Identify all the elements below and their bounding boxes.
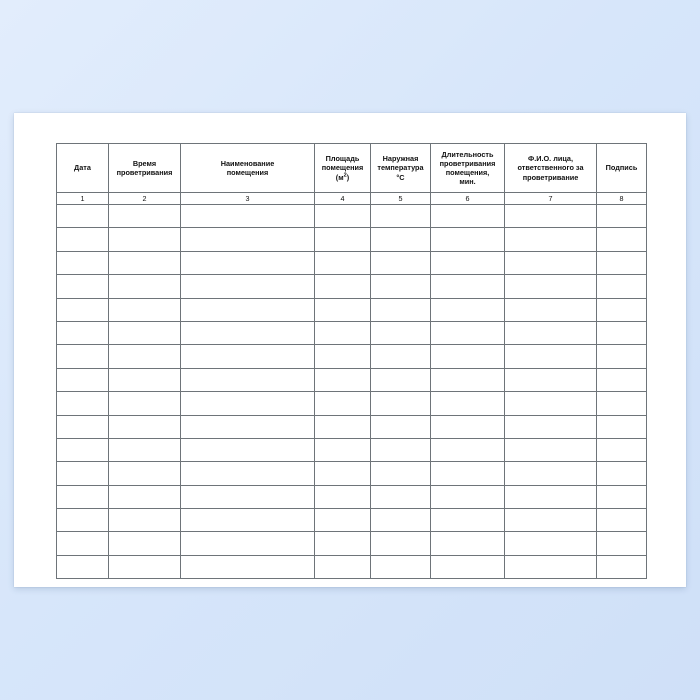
table-cell-empty[interactable] [315,485,371,508]
column-header-responsible-person [505,144,597,193]
table-cell-empty[interactable] [181,205,315,228]
table-cell-empty[interactable] [109,415,181,438]
column-number: 1 [57,193,109,205]
table-cell-empty[interactable] [109,275,181,298]
table-body [57,193,647,579]
table-cell-empty[interactable] [181,392,315,415]
table-cell-empty[interactable] [315,345,371,368]
header-line: помещения, [445,168,490,177]
table-cell-empty[interactable] [371,228,431,251]
table-cell-empty[interactable] [109,532,181,555]
journal-table-wrapper [56,143,646,579]
header-line: помещения [226,168,269,177]
table-cell-empty[interactable] [57,368,109,391]
table-cell-empty[interactable] [109,205,181,228]
table-cell-empty[interactable] [57,462,109,485]
table-cell-empty[interactable] [371,368,431,391]
table-cell-empty[interactable] [431,368,505,391]
column-numbering-row [57,193,647,205]
column-header-outdoor-temperature [371,144,431,193]
table-cell-empty[interactable] [315,251,371,274]
table-row[interactable] [57,368,647,391]
table-cell-empty[interactable] [597,251,647,274]
header-line: Площадь [325,154,360,164]
table-cell-empty[interactable] [109,555,181,578]
table-cell-empty[interactable] [597,321,647,344]
table-row[interactable] [57,532,647,555]
table-cell-empty[interactable] [505,298,597,321]
table-cell-empty[interactable] [597,298,647,321]
table-cell-empty[interactable] [597,485,647,508]
table-cell-empty[interactable] [315,298,371,321]
header-line: Время [132,158,157,168]
table-cell-empty[interactable] [597,462,647,485]
table-cell-empty[interactable] [57,415,109,438]
table-cell-empty[interactable] [315,462,371,485]
table-cell-empty[interactable] [371,532,431,555]
table-cell-empty[interactable] [181,438,315,461]
table-cell-empty[interactable] [431,462,505,485]
header-line: температура [377,163,424,173]
table-cell-empty[interactable] [315,415,371,438]
table-cell-empty[interactable] [109,228,181,251]
table-cell-empty[interactable] [181,509,315,532]
table-cell-empty[interactable] [57,205,109,228]
table-cell-empty[interactable] [109,251,181,274]
table-cell-empty[interactable] [57,438,109,461]
table-cell-empty[interactable] [181,345,315,368]
table-cell-empty[interactable] [371,205,431,228]
table-cell-empty[interactable] [505,415,597,438]
table-row[interactable] [57,251,647,274]
table-cell-empty[interactable] [505,251,597,274]
table-cell-empty[interactable] [431,345,505,368]
header-line: Наименование [220,158,275,168]
column-number: 3 [181,193,315,205]
table-cell-empty[interactable] [57,509,109,532]
column-header-room-area [315,144,371,193]
table-cell-empty[interactable] [597,205,647,228]
table-cell-empty[interactable] [109,392,181,415]
table-row[interactable] [57,438,647,461]
column-number: 5 [371,193,431,205]
table-cell-empty[interactable] [315,321,371,344]
table-cell-empty[interactable] [315,228,371,251]
table-cell-empty[interactable] [315,555,371,578]
table-cell-empty[interactable] [181,532,315,555]
table-cell-empty[interactable] [431,532,505,555]
table-cell-empty[interactable] [181,415,315,438]
table-row[interactable] [57,275,647,298]
table-row[interactable] [57,345,647,368]
table-cell-empty[interactable] [315,509,371,532]
table-cell-empty[interactable] [57,228,109,251]
table-cell-empty[interactable] [505,392,597,415]
table-cell-empty[interactable] [431,485,505,508]
table-cell-empty[interactable] [371,321,431,344]
table-row[interactable] [57,392,647,415]
table-cell-empty[interactable] [371,555,431,578]
table-cell-empty[interactable] [597,345,647,368]
table-cell-empty[interactable] [371,415,431,438]
table-cell-empty[interactable] [505,228,597,251]
header-line: мин. [459,177,476,187]
table-cell-empty[interactable] [597,275,647,298]
table-cell-empty[interactable] [315,438,371,461]
table-cell-empty[interactable] [431,392,505,415]
table-cell-empty[interactable] [371,251,431,274]
table-cell-empty[interactable] [57,321,109,344]
table-cell-empty[interactable] [505,462,597,485]
table-row[interactable] [57,298,647,321]
column-header-time [109,144,181,193]
table-cell-empty[interactable] [597,368,647,391]
column-number: 6 [431,193,505,205]
table-cell-empty[interactable] [505,438,597,461]
header-line: Подпись [605,163,638,173]
table-row[interactable] [57,509,647,532]
table-cell-empty[interactable] [57,345,109,368]
table-cell-empty[interactable] [315,392,371,415]
table-cell-empty[interactable] [371,275,431,298]
header-line: Наружная [382,154,419,164]
table-cell-empty[interactable] [109,485,181,508]
table-row[interactable] [57,415,647,438]
table-cell-empty[interactable] [431,228,505,251]
table-cell-empty[interactable] [57,392,109,415]
header-line-area-unit: $(м^2)$ [335,172,350,182]
header-line: проветривание [522,172,579,182]
table-cell-empty[interactable] [181,485,315,508]
table-cell-empty[interactable] [505,345,597,368]
table-header-row [57,144,647,193]
table-cell-empty[interactable] [505,205,597,228]
column-header-signature [597,144,647,193]
table-cell-empty[interactable] [431,275,505,298]
table-cell-empty[interactable] [597,509,647,532]
table-cell-empty[interactable] [505,321,597,344]
column-number: 7 [505,193,597,205]
paper-sheet [14,113,686,587]
table-cell-empty[interactable] [315,275,371,298]
table-cell-empty[interactable] [597,415,647,438]
table-cell-empty[interactable] [597,392,647,415]
table-cell-empty[interactable] [57,251,109,274]
table-cell-empty[interactable] [597,532,647,555]
table-cell-empty[interactable] [431,251,505,274]
table-cell-empty[interactable] [181,462,315,485]
ventilation-journal-table [56,143,647,579]
table-row[interactable] [57,485,647,508]
table-cell-empty[interactable] [597,555,647,578]
column-number: 8 [597,193,647,205]
column-header-date [57,144,109,193]
table-cell-empty[interactable] [181,228,315,251]
header-line: Дата [74,163,91,173]
column-header-duration [431,144,505,193]
header-line: ответственного за [517,163,584,173]
table-cell-empty[interactable] [431,205,505,228]
table-cell-empty[interactable] [505,509,597,532]
column-number: 2 [109,193,181,205]
header-line: Ф.И.О. лица, [527,154,574,164]
table-cell-empty[interactable] [57,532,109,555]
table-row[interactable] [57,321,647,344]
column-header-room-name [181,144,315,193]
table-cell-empty[interactable] [371,438,431,461]
table-cell-empty[interactable] [371,298,431,321]
table-cell-empty[interactable] [57,275,109,298]
table-cell-empty[interactable] [505,368,597,391]
table-cell-empty[interactable] [181,555,315,578]
table-cell-empty[interactable] [181,298,315,321]
table-cell-empty[interactable] [371,485,431,508]
table-cell-empty[interactable] [431,415,505,438]
table-cell-empty[interactable] [431,438,505,461]
table-cell-empty[interactable] [315,368,371,391]
table-cell-empty[interactable] [505,485,597,508]
table-cell-empty[interactable] [109,509,181,532]
header-line: °С [396,172,405,182]
table-cell-empty[interactable] [371,462,431,485]
table-cell-empty[interactable] [57,485,109,508]
table-cell-empty[interactable] [181,321,315,344]
table-cell-empty[interactable] [371,345,431,368]
header-line: Длительность [441,149,494,159]
table-cell-empty[interactable] [109,345,181,368]
table-cell-empty[interactable] [505,555,597,578]
table-cell-empty[interactable] [431,509,505,532]
table-cell-empty[interactable] [57,555,109,578]
table-row[interactable] [57,205,647,228]
header-line: проветривания [116,168,173,177]
table-cell-empty[interactable] [109,438,181,461]
table-cell-empty[interactable] [371,509,431,532]
table-cell-empty[interactable] [431,555,505,578]
table-cell-empty[interactable] [181,275,315,298]
table-cell-empty[interactable] [181,251,315,274]
table-cell-empty[interactable] [109,321,181,344]
header-line: проветривания [439,158,496,168]
table-cell-empty[interactable] [57,298,109,321]
header-line: помещения [321,163,364,173]
table-cell-empty[interactable] [431,321,505,344]
table-cell-empty[interactable] [109,462,181,485]
table-row[interactable] [57,228,647,251]
table-cell-empty[interactable] [109,298,181,321]
column-number: 4 [315,193,371,205]
table-cell-empty[interactable] [505,275,597,298]
table-cell-empty[interactable] [315,532,371,555]
table-row[interactable] [57,555,647,578]
superscript-two: 2 [343,172,347,179]
table-cell-empty[interactable] [181,368,315,391]
table-cell-empty[interactable] [597,438,647,461]
table-cell-empty[interactable] [505,532,597,555]
table-cell-empty[interactable] [371,392,431,415]
table-row[interactable] [57,462,647,485]
table-cell-empty[interactable] [315,205,371,228]
table-cell-empty[interactable] [431,298,505,321]
table-cell-empty[interactable] [597,228,647,251]
table-cell-empty[interactable] [109,368,181,391]
